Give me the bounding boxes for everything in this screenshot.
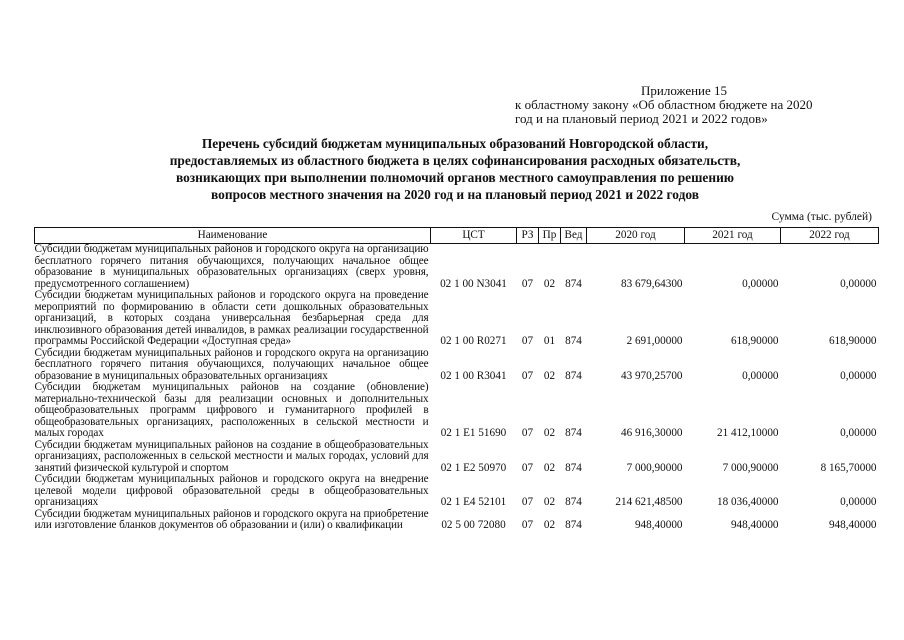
col-header-cst: ЦСТ [431,228,517,244]
document-title [80,135,830,203]
table-row [35,290,879,348]
row-cst: 02 1 00 R0271 [440,335,507,347]
row-pr: 02 [543,519,556,531]
row-rz: 07 [521,427,534,439]
row-2021: 948,40000 [730,519,779,531]
row-pr: 01 [543,335,556,347]
table-header-row [35,228,879,244]
col-header-2020: 2020 год [587,228,685,244]
col-header-2022: 2022 год [781,228,879,244]
row-2021: 0,00000 [742,277,779,290]
row-2021: 21 412,10000 [716,427,779,439]
row-rz: 07 [521,461,534,474]
row-2021: 618,90000 [730,335,779,347]
appendix-number: Приложение 15 [641,83,728,98]
row-cst: 02 1 E4 52101 [440,496,507,508]
row-2020: 43 970,25700 [620,369,683,382]
row-pr: 02 [543,461,556,474]
appendix-law-ref: к областному закону «Об областном бюджете на 2020 [515,97,813,112]
row-cst: 02 5 00 72080 [441,519,506,531]
row-pr: 02 [543,427,556,439]
row-rz: 07 [521,369,534,382]
table-row [35,509,879,532]
row-2022: 8 165,70000 [820,461,877,474]
row-cst: 02 1 00 N3041 [440,277,507,290]
row-cst: 02 1 E1 51690 [440,427,507,439]
row-name: Субсидии бюджетам муниципальных районов и городского округа на организацию бесплатного горячего питания обучающихся, получающих начальное общее образование в муниципальных образовательных организациях [34,346,429,382]
appendix-note [515,84,885,126]
row-2020: 46 916,30000 [620,427,683,439]
row-2022: 0,00000 [840,496,877,508]
row-ved: 874 [565,427,582,439]
row-ved: 874 [565,461,582,474]
row-cst: 02 1 00 R3041 [440,369,507,382]
row-2020: 214 621,48500 [615,496,683,508]
row-name: Субсидии бюджетам муниципальных районов и городского округа на внедрение целевой модели цифровой образовательной среды в общеобразовательных организациях [34,473,429,508]
row-name: Субсидии бюджетам муниципальных районов и городского округа на организацию бесплатного горячего питания обучающихся, получающих начальное общее образование в муниципальных образовательных организациях (сверх уровня, предусмотренного соглашением) [34,243,429,290]
row-name: Субсидии бюджетам муниципальных районов и городского округа на проведение мероприятий по формированию в области сети дошкольных образовательных организаций, в которых создана универсальная безбарьерная среда для инклюзивного образования детей инвалидов, в рамках реализации государственной программы Российской Федерации «Доступная среда» [34,289,429,347]
row-cst: 02 1 E2 50970 [440,461,507,474]
row-2020: 2 691,00000 [626,335,683,347]
row-2021: 7 000,90000 [722,461,779,474]
row-name: Субсидии бюджетам муниципальных районов на создание в общеобразовательных организациях, расположенных в сельской местности и малых городах, условий для занятий физической культурой и спортом [34,438,429,474]
row-2020: 83 679,64300 [620,277,683,290]
row-rz: 07 [521,496,534,508]
col-header-2021: 2021 год [685,228,781,244]
row-rz: 07 [521,335,534,347]
col-header-name: Наименование [35,228,431,244]
row-rz: 07 [521,277,534,290]
appendix-period: год и на плановый период 2021 и 2022 годов» [515,111,768,126]
row-ved: 874 [565,335,582,347]
row-ved: 874 [565,519,582,531]
row-2022: 618,90000 [828,335,877,347]
table-row [35,440,879,475]
table-row [35,244,879,291]
row-pr: 02 [543,369,556,382]
row-2022: 0,00000 [840,427,877,439]
row-pr: 02 [543,277,556,290]
title-line-3: возникающих при выполнении полномочий органов местного самоуправления по решению [175,170,735,185]
row-ved: 874 [565,496,582,508]
row-pr: 02 [543,496,556,508]
title-line-1: Перечень субсидий бюджетам муниципальных образований Новгородской области, [201,136,709,151]
row-2020: 7 000,90000 [626,461,683,474]
row-name: Субсидии бюджетам муниципальных районов на создание (обновление) материально-технической базы для реализации основных и дополнительных общеобразовательных программ цифрового и гуманитарного профилей в общеобразовательных организациях, расположенных в сельской местности и малых городах [34,381,429,439]
row-2021: 18 036,40000 [716,496,779,508]
table-row [35,474,879,509]
table-row [35,382,879,440]
col-header-pr: Пр [539,228,561,244]
col-header-rz: РЗ [517,228,539,244]
row-2021: 0,00000 [742,369,779,382]
row-rz: 07 [521,519,534,531]
col-header-ved: Вед [561,228,587,244]
title-line-4: вопросов местного значения на 2020 год и на плановый период 2021 и 2022 годов [211,187,699,202]
units-note: Сумма (тыс. рублей) [771,211,872,223]
title-line-2: предоставляемых из областного бюджета в целях софинансирования расходных обязательств, [169,153,741,168]
subsidies-table [34,227,879,532]
row-ved: 874 [565,369,582,382]
table-row [35,348,879,383]
row-ved: 874 [565,277,582,290]
row-name: Субсидии бюджетам муниципальных районов и городского округа на приобретение или изготовление бланков документов об образовании и (или) о квалификации [34,507,429,531]
row-2020: 948,40000 [634,519,683,531]
row-2022: 948,40000 [828,519,877,531]
row-2022: 0,00000 [840,369,877,382]
row-2022: 0,00000 [840,277,877,290]
